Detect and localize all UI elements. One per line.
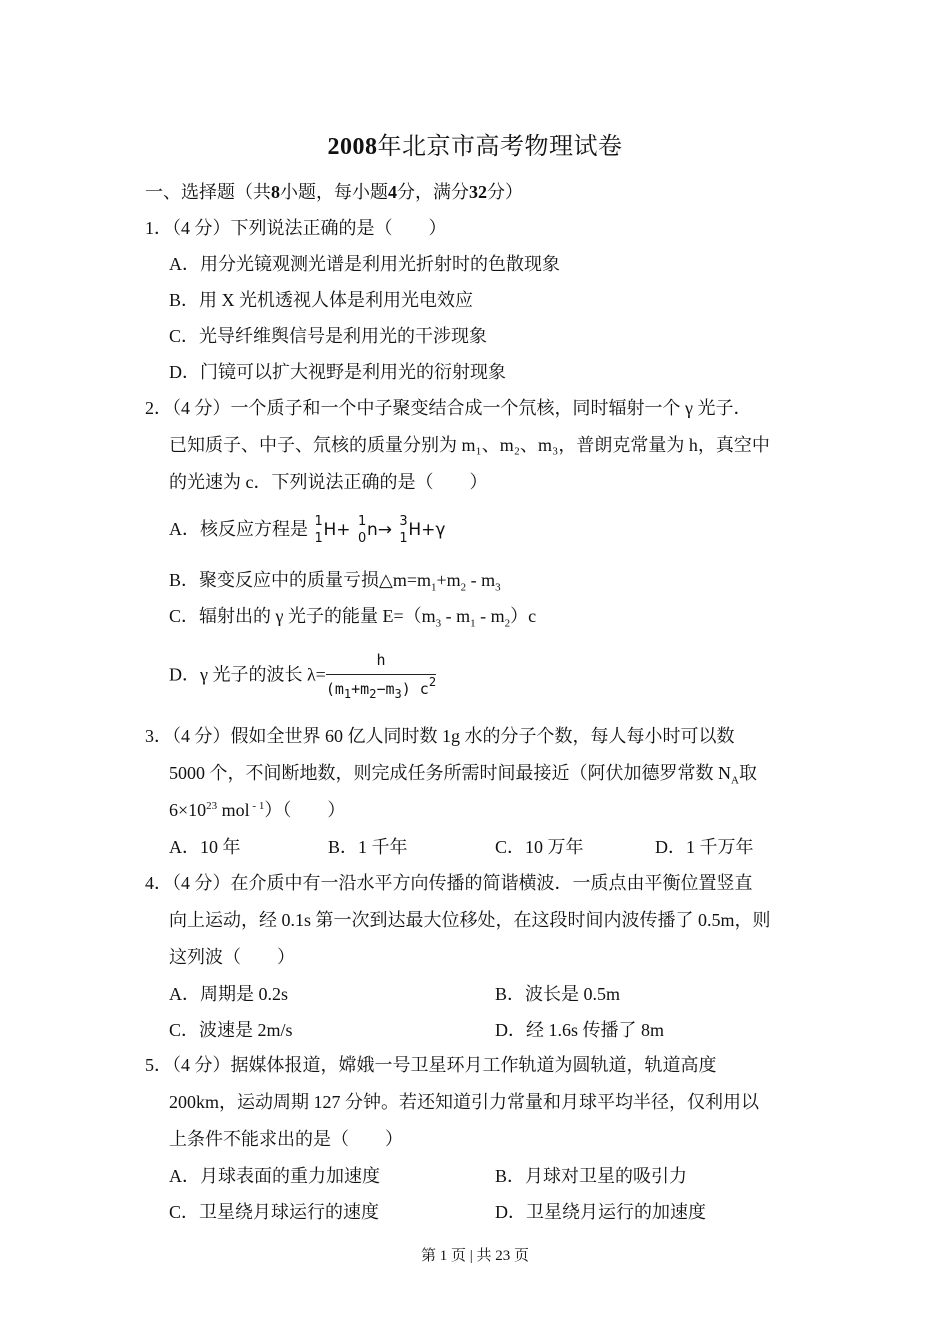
question-stem: 1．（4 分）下列说法正确的是（ ） <box>145 218 447 238</box>
question-stem: 2．（4 分）一个质子和一个中子聚变结合成一个氘核，同时辐射一个 γ 光子． <box>145 398 752 418</box>
page-title <box>0 126 950 161</box>
nuclear-equation: 1 1 H+ 1 0 n→ 3 1 H+γ <box>314 514 446 546</box>
question-stem: 5．（4 分）据媒体报道，嫦娥一号卫星环月工作轨道为圆轨道，轨道高度 <box>145 1055 717 1075</box>
section-heading: 一、选择题（共8小题，每小题4分，满分32分） <box>145 182 523 202</box>
option-a[interactable]: A．月球表面的重力加速度 <box>169 1166 380 1186</box>
option-d[interactable]: D．1 千万年 <box>655 837 754 857</box>
question-stem-line: 5000 个，不间断地数，则完成任务所需时间最接近（阿伏加德罗常数 $N_A$取 <box>169 763 757 787</box>
option-d[interactable]: D．门镜可以扩大视野是利用光的衍射现象 <box>169 362 506 382</box>
option-b[interactable]: B．波长是 0.5m <box>495 984 621 1004</box>
page-footer: 第 1 页 | 共 23 页 <box>420 1248 529 1264</box>
option-c[interactable]: C．波速是 2m/s <box>169 1020 293 1040</box>
option-b[interactable]: B．月球对卫星的吸引力 <box>495 1166 688 1186</box>
option-a[interactable]: A．用分光镜观测光谱是利用光折射时的色散现象 <box>169 254 560 274</box>
option-a[interactable]: A．10 年 <box>169 837 241 857</box>
question-stem: 3．（4 分）假如全世界 60 亿人同时数 1g 水的分子个数，每人每小时可以数 <box>145 726 735 746</box>
question-stem-line: 200km，运动周期 127 分钟。若还知道引力常量和月球平均半径，仅利用以 <box>169 1092 759 1112</box>
question-stem-line: 这列波（ ） <box>169 947 295 967</box>
question-stem: 4．（4 分）在介质中有一沿水平方向传播的简谐横波．一质点由平衡位置竖直 <box>145 873 753 893</box>
question-stem-line: 已知质子、中子、氘核的质量分别为 m₁、m₂、m₃，普朗克常量为 h，真空中 <box>169 435 770 455</box>
option-b[interactable]: B．用 X 光机透视人体是利用光电效应 <box>169 290 474 310</box>
option-a[interactable]: A．核反应方程是 1 1 H+ 1 0 n→ 3 1 H+γ <box>169 514 446 546</box>
question-stem-line: 上条件不能求出的是（ ） <box>169 1129 403 1149</box>
option-d[interactable]: D．经 1.6s 传播了 8m <box>495 1020 665 1040</box>
question-stem-line: 向上运动，经 0.1s 第一次到达最大位移处，在这段时间内波传播了 0.5m，则 <box>169 910 771 930</box>
question-stem-line: 的光速为 c．下列说法正确的是（ ） <box>169 472 488 492</box>
option-c[interactable]: C．光导纤维舆信号是利用光的干涉现象 <box>169 326 488 346</box>
option-b[interactable]: B．1 千年 <box>328 837 408 857</box>
option-c[interactable]: C．10 万年 <box>495 837 584 857</box>
title-text: 年北京市高考物理试卷 <box>377 134 623 160</box>
title-year: 2008 <box>327 134 378 160</box>
option-b[interactable]: B．聚变反应中的质量亏损$\triangle m=m_1+m_2 - m_3$ <box>169 570 501 594</box>
question-stem-line: $6\times 10^{23}$ mol $^{- 1}$）（ ） <box>169 800 346 820</box>
option-d[interactable]: D．γ 光子的波长 λ= $\frac{h}{(m_1+m_2-m_3) c^2}$ <box>169 648 436 701</box>
option-a[interactable]: A．周期是 0.2s <box>169 984 289 1004</box>
option-d[interactable]: D．卫星绕月运行的加速度 <box>495 1202 706 1222</box>
option-c[interactable]: C．辐射出的 γ 光子的能量 $E=(m_3 - m_1 - m_2)c$ <box>169 606 537 630</box>
option-c[interactable]: C．卫星绕月球运行的速度 <box>169 1202 380 1222</box>
wavelength-fraction: $\frac{h}{(m_1+m_2-m_3) c^2}$ <box>326 648 436 701</box>
